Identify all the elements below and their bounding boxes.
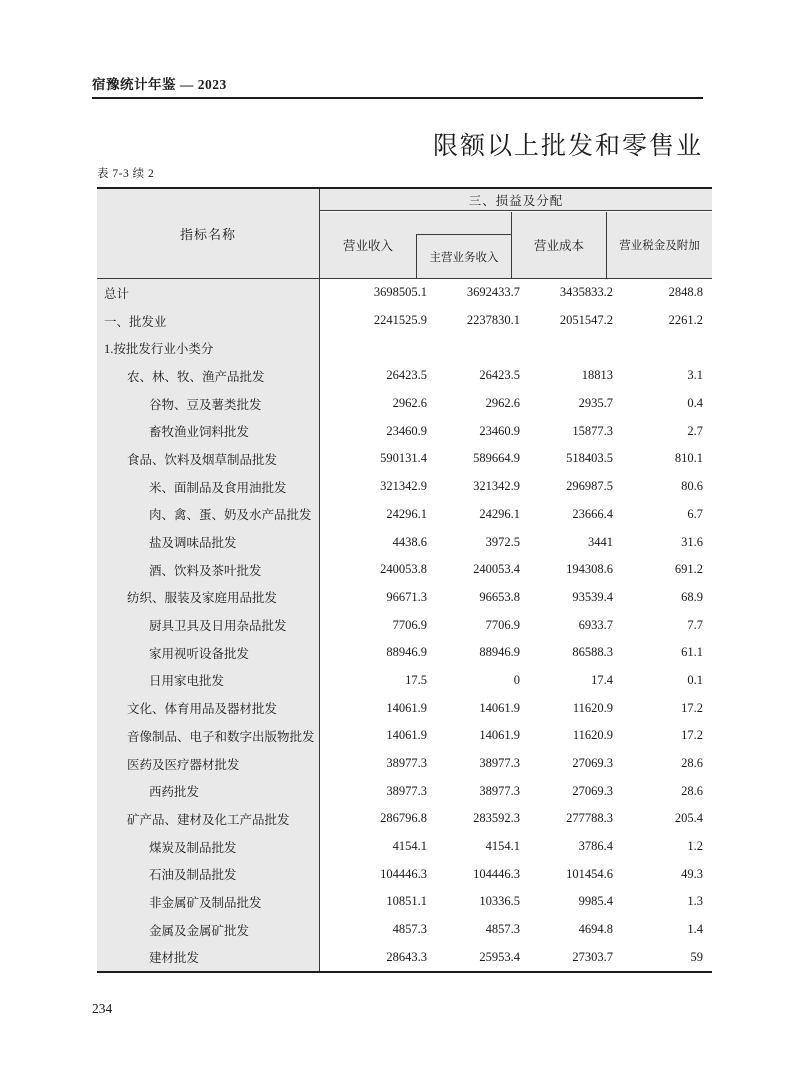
row-value-operating-cost: 277788.3 <box>566 811 613 826</box>
row-value-operating-cost: 18813 <box>581 368 613 383</box>
row-indicator-label: 酒、饮料及茶叶批发 <box>97 556 320 584</box>
row-value-tax-and-surcharges: 17.2 <box>681 700 703 715</box>
row-value-operating-revenue: 240053.8 <box>380 562 427 577</box>
row-value-main-business-revenue: 26423.5 <box>479 368 520 383</box>
table-row <box>97 833 712 861</box>
row-value-operating-revenue: 321342.9 <box>380 479 427 494</box>
row-indicator-label: 医药及医疗器材批发 <box>97 750 320 778</box>
table-row <box>97 944 712 972</box>
row-value-tax-and-surcharges: 1.4 <box>687 922 703 937</box>
row-value-main-business-revenue: 96653.8 <box>479 589 520 604</box>
row-indicator-label: 日用家电批发 <box>97 667 320 695</box>
table-row <box>97 860 712 888</box>
row-value-operating-cost: 6933.7 <box>578 617 613 632</box>
row-indicator-label: 畜牧渔业饲料批发 <box>97 417 320 445</box>
row-value-operating-revenue: 28643.3 <box>386 949 427 964</box>
row-value-tax-and-surcharges: 2261.2 <box>668 313 703 328</box>
row-indicator-label: 农、林、牧、渔产品批发 <box>97 362 320 390</box>
table-row <box>97 362 712 390</box>
row-value-operating-cost: 101454.6 <box>566 866 613 881</box>
row-value-operating-cost: 11620.9 <box>572 728 613 743</box>
row-indicator-label: 矿产品、建材及化工产品批发 <box>97 805 320 833</box>
table-header <box>97 189 712 279</box>
row-indicator-label: 谷物、豆及薯类批发 <box>97 390 320 418</box>
row-value-tax-and-surcharges: 691.2 <box>674 562 703 577</box>
row-value-main-business-revenue: 23460.9 <box>479 423 520 438</box>
column-header-tax-and-surcharges: 营业税金及附加 <box>606 212 712 278</box>
row-value-tax-and-surcharges: 61.1 <box>681 645 703 660</box>
row-value-main-business-revenue: 2237830.1 <box>466 313 520 328</box>
row-indicator-label: 煤炭及制品批发 <box>97 833 320 861</box>
table-body <box>97 279 712 971</box>
table-row <box>97 639 712 667</box>
table-row <box>97 473 712 501</box>
row-value-main-business-revenue <box>427 334 520 362</box>
row-value-main-business-revenue: 4857.3 <box>485 922 520 937</box>
column-group-header-profit-distribution: 三、损益及分配 <box>320 189 712 211</box>
row-value-operating-cost: 15877.3 <box>572 423 613 438</box>
page-title: 限额以上批发和零售业 <box>432 133 703 160</box>
table-row <box>97 307 712 335</box>
row-value-operating-cost: 3435833.2 <box>559 285 613 300</box>
row-value-tax-and-surcharges <box>613 334 712 362</box>
row-indicator-label: 非金属矿及制品批发 <box>97 888 320 916</box>
row-value-operating-cost: 17.4 <box>591 672 613 687</box>
row-value-operating-revenue: 24296.1 <box>386 506 427 521</box>
row-value-tax-and-surcharges: 59 <box>690 949 703 964</box>
header-rule-divider <box>92 97 703 99</box>
row-value-main-business-revenue: 283592.3 <box>473 811 520 826</box>
table-row <box>97 501 712 529</box>
row-value-tax-and-surcharges: 31.6 <box>681 534 703 549</box>
row-value-operating-revenue: 14061.9 <box>386 728 427 743</box>
column-header-indicator-name: 指标名称 <box>97 189 320 278</box>
row-value-tax-and-surcharges: 28.6 <box>681 756 703 771</box>
row-value-operating-cost: 296987.5 <box>566 479 613 494</box>
row-value-operating-revenue: 4857.3 <box>392 922 427 937</box>
row-indicator-label: 肉、禽、蛋、奶及水产品批发 <box>97 501 320 529</box>
row-value-main-business-revenue: 38977.3 <box>479 783 520 798</box>
row-value-operating-cost: 518403.5 <box>566 451 613 466</box>
row-value-tax-and-surcharges: 7.7 <box>687 617 703 632</box>
table-row <box>97 888 712 916</box>
row-indicator-label: 西药批发 <box>97 777 320 805</box>
table-row <box>97 417 712 445</box>
row-value-main-business-revenue: 240053.4 <box>473 562 520 577</box>
row-value-operating-revenue: 286796.8 <box>380 811 427 826</box>
row-value-tax-and-surcharges: 80.6 <box>681 479 703 494</box>
row-indicator-label: 米、面制品及食用油批发 <box>97 473 320 501</box>
row-indicator-label: 总计 <box>97 279 320 307</box>
row-value-operating-cost <box>520 334 613 362</box>
row-value-tax-and-surcharges: 810.1 <box>674 451 703 466</box>
row-indicator-label: 金属及金属矿批发 <box>97 916 320 944</box>
row-value-operating-cost: 86588.3 <box>572 645 613 660</box>
row-value-operating-revenue: 38977.3 <box>386 756 427 771</box>
row-value-operating-revenue <box>320 334 427 362</box>
row-value-operating-revenue: 38977.3 <box>386 783 427 798</box>
row-indicator-label: 纺织、服装及家庭用品批发 <box>97 584 320 612</box>
table-row <box>97 279 712 307</box>
row-value-operating-revenue: 17.5 <box>405 672 427 687</box>
row-value-operating-revenue: 7706.9 <box>392 617 427 632</box>
row-value-operating-cost: 2051547.2 <box>559 313 613 328</box>
row-value-main-business-revenue: 0 <box>513 672 520 687</box>
table-row <box>97 584 712 612</box>
row-value-tax-and-surcharges: 0.4 <box>687 396 703 411</box>
table-row <box>97 334 712 362</box>
statistics-table <box>97 187 712 973</box>
row-value-main-business-revenue: 4154.1 <box>485 839 520 854</box>
row-indicator-label: 音像制品、电子和数字出版物批发 <box>97 722 320 750</box>
row-value-operating-cost: 4694.8 <box>578 922 613 937</box>
row-value-operating-cost: 23666.4 <box>572 506 613 521</box>
table-row <box>97 805 712 833</box>
row-indicator-label: 建材批发 <box>97 944 320 972</box>
table-row <box>97 916 712 944</box>
row-value-operating-revenue: 4438.6 <box>392 534 427 549</box>
column-header-operating-cost: 营业成本 <box>511 212 606 278</box>
row-value-main-business-revenue: 38977.3 <box>479 756 520 771</box>
row-value-operating-cost: 93539.4 <box>572 589 613 604</box>
row-value-main-business-revenue: 321342.9 <box>473 479 520 494</box>
row-value-operating-revenue: 590131.4 <box>380 451 427 466</box>
yearbook-header: 宿豫统计年鉴 — 2023 <box>92 77 227 92</box>
column-header-operating-revenue: 营业收入 <box>342 239 393 253</box>
row-indicator-label: 家用视听设备批发 <box>97 639 320 667</box>
row-value-operating-revenue: 96671.3 <box>386 589 427 604</box>
row-value-operating-cost: 3786.4 <box>578 839 613 854</box>
row-value-tax-and-surcharges: 0.1 <box>687 672 703 687</box>
row-value-tax-and-surcharges: 2.7 <box>687 423 703 438</box>
row-value-main-business-revenue: 3972.5 <box>485 534 520 549</box>
row-value-operating-revenue: 2962.6 <box>392 396 427 411</box>
table-row <box>97 556 712 584</box>
row-value-tax-and-surcharges: 3.1 <box>687 368 703 383</box>
table-row <box>97 611 712 639</box>
column-header-main-business-revenue: 主营业务收入 <box>416 234 511 278</box>
row-value-tax-and-surcharges: 28.6 <box>681 783 703 798</box>
row-indicator-label: 厨具卫具及日用杂品批发 <box>97 611 320 639</box>
row-value-main-business-revenue: 25953.4 <box>479 949 520 964</box>
table-row <box>97 667 712 695</box>
row-indicator-label: 一、批发业 <box>97 307 320 335</box>
table-row <box>97 445 712 473</box>
table-caption: 表 7-3 续 2 <box>97 168 155 180</box>
row-value-tax-and-surcharges: 2848.8 <box>668 285 703 300</box>
table-row <box>97 750 712 778</box>
row-value-tax-and-surcharges: 1.2 <box>687 839 703 854</box>
row-value-operating-revenue: 4154.1 <box>392 839 427 854</box>
table-row <box>97 777 712 805</box>
row-value-operating-cost: 9985.4 <box>578 894 613 909</box>
row-value-operating-cost: 3441 <box>588 534 613 549</box>
row-value-operating-cost: 11620.9 <box>572 700 613 715</box>
row-indicator-label: 文化、体育用品及器材批发 <box>97 694 320 722</box>
row-value-operating-revenue: 26423.5 <box>386 368 427 383</box>
row-value-tax-and-surcharges: 6.7 <box>687 506 703 521</box>
table-row <box>97 722 712 750</box>
table-row <box>97 694 712 722</box>
row-value-main-business-revenue: 14061.9 <box>479 728 520 743</box>
row-value-main-business-revenue: 3692433.7 <box>466 285 520 300</box>
row-value-main-business-revenue: 88946.9 <box>479 645 520 660</box>
row-value-operating-cost: 194308.6 <box>566 562 613 577</box>
row-value-tax-and-surcharges: 1.3 <box>687 894 703 909</box>
table-row <box>97 528 712 556</box>
row-value-main-business-revenue: 10336.5 <box>479 894 520 909</box>
table-row <box>97 390 712 418</box>
row-value-operating-revenue: 10851.1 <box>386 894 427 909</box>
row-value-main-business-revenue: 104446.3 <box>473 866 520 881</box>
row-value-main-business-revenue: 589664.9 <box>473 451 520 466</box>
row-value-operating-revenue: 88946.9 <box>386 645 427 660</box>
row-value-operating-cost: 27069.3 <box>572 783 613 798</box>
row-value-operating-revenue: 2241525.9 <box>373 313 427 328</box>
row-value-main-business-revenue: 7706.9 <box>485 617 520 632</box>
row-indicator-label: 盐及调味品批发 <box>97 528 320 556</box>
row-value-operating-cost: 27303.7 <box>572 949 613 964</box>
row-value-operating-revenue: 104446.3 <box>380 866 427 881</box>
row-value-operating-revenue: 14061.9 <box>386 700 427 715</box>
sub-column-headers <box>320 212 712 278</box>
row-value-main-business-revenue: 24296.1 <box>479 506 520 521</box>
row-value-tax-and-surcharges: 68.9 <box>681 589 703 604</box>
row-value-operating-revenue: 23460.9 <box>386 423 427 438</box>
row-indicator-label: 1.按批发行业小类分 <box>97 334 320 362</box>
row-value-operating-cost: 2935.7 <box>578 396 613 411</box>
row-value-tax-and-surcharges: 205.4 <box>674 811 703 826</box>
row-value-tax-and-surcharges: 49.3 <box>681 866 703 881</box>
row-value-tax-and-surcharges: 17.2 <box>681 728 703 743</box>
row-value-main-business-revenue: 14061.9 <box>479 700 520 715</box>
row-value-main-business-revenue: 2962.6 <box>485 396 520 411</box>
row-indicator-label: 石油及制品批发 <box>97 860 320 888</box>
row-value-operating-cost: 27069.3 <box>572 756 613 771</box>
row-indicator-label: 食品、饮料及烟草制品批发 <box>97 445 320 473</box>
page-number: 234 <box>92 1001 113 1016</box>
row-value-operating-revenue: 3698505.1 <box>373 285 427 300</box>
